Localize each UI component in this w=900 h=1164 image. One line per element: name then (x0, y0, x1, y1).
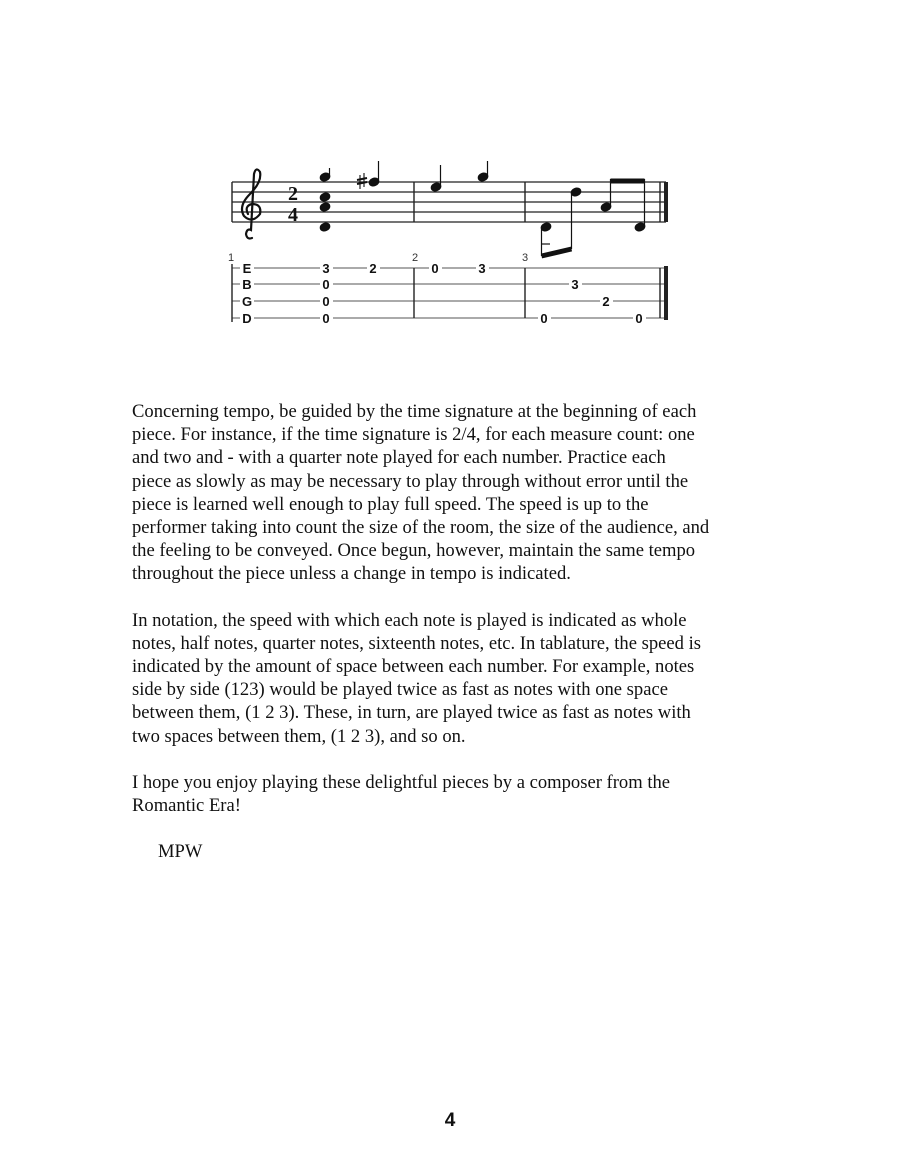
tab-number: 0 (431, 261, 439, 276)
music-notation-tab-excerpt (220, 160, 680, 335)
string-name-d: D (242, 311, 252, 326)
tab-number: 3 (478, 261, 486, 276)
sharp-sign-icon (357, 173, 367, 189)
tab-number: 0 (635, 311, 643, 326)
string-name-b: B (242, 277, 252, 292)
chord-note (319, 168, 331, 232)
tab-barlines (232, 264, 666, 322)
string-name-g: G (241, 294, 253, 309)
tab-number: 2 (602, 294, 610, 309)
paragraph-closing: I hope you enjoy playing these delightful pieces by a composer from the Romantic Era! (132, 771, 671, 817)
time-signature-top: 2 (288, 183, 298, 205)
paragraph-notation-speed: In notation, the speed with which each note is played is indicated as whole notes, half notes, quarter notes, sixteenth notes, etc. In tablature, the speed is indicated by the amount of space between each number. For example, notes side by side (123) would be played twice as fast as notes with one space between them, (1 2 3). These, in turn, are played twice as fast as notes with two spaces between them, (1 2 3), and so on. (132, 609, 702, 747)
page-number: 4 (444, 1110, 456, 1131)
beamed-eighth-notes (600, 179, 646, 232)
beamed-eighth-notes (540, 187, 582, 256)
tab-number: 0 (540, 311, 548, 326)
author-signature: MPW (158, 841, 203, 863)
measure-number-2: 2 (411, 252, 419, 264)
measure-number-1: 1 (227, 252, 235, 264)
time-signature-bottom: 4 (288, 204, 298, 226)
tab-numbers (320, 261, 646, 326)
note (477, 161, 489, 182)
notes (319, 161, 646, 256)
tab-number: 2 (369, 261, 377, 276)
note (368, 161, 380, 187)
tab-number: 3 (322, 261, 330, 276)
paragraph-tempo: Concerning tempo, be guided by the time signature at the beginning of each piece. For instance, if the time signature is 2/4, for each measure count: one and two and - with a quarter note played for each number. Practice each piece as slowly as may be necessary to play through without error until the piece is learned well enough to play full speed. The speed is up to the performer taking into count the size of the room, the size of the audience, and the feeling to be conveyed. Once begun, however, maintain the same tempo throughout the piece unless a change in tempo is indicated. (132, 401, 710, 585)
tab-number: 0 (322, 294, 330, 309)
tab-number: 3 (571, 277, 579, 292)
tab-number: 0 (322, 277, 330, 292)
measure-number-3: 3 (521, 252, 529, 264)
string-name-e: E (242, 261, 252, 276)
tab-number: 0 (322, 311, 330, 326)
string-names (240, 261, 254, 326)
body-text (132, 400, 792, 886)
tab-lines (232, 268, 666, 318)
note (430, 165, 442, 192)
treble-clef-icon (242, 169, 260, 238)
